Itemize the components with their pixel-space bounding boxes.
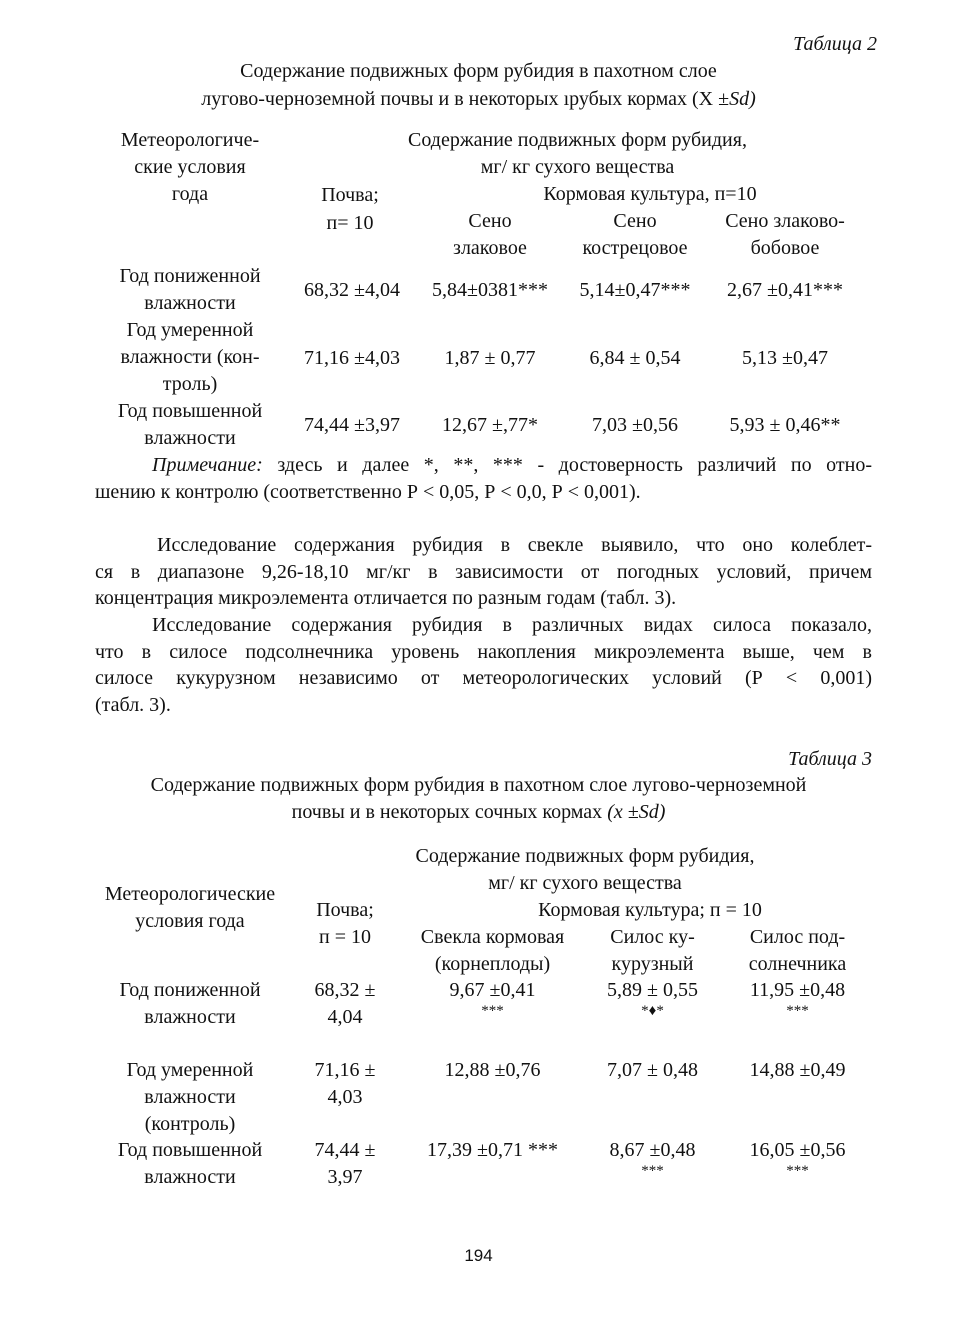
table3-crop-group-header: Кормовая культура; п = 10 <box>538 899 762 921</box>
table2-col-conditions-header: Метеорологиче- ские условия года <box>120 129 260 205</box>
table2-row2-hay1: 1,87 ± 0,77 <box>444 347 536 369</box>
table2-row1-hay1: 5,84±0381*** <box>432 279 548 301</box>
table2-note: Примечание: здесь и далее *, **, *** - достоверность различий по отно- шению к контролю (соответственно Р < 0,05, Р < 0,0, Р < 0,001). <box>95 454 872 503</box>
table3-col-conditions-header: Метеорологические условия года <box>104 883 276 932</box>
table3-row1-condition: Год пониженной влажности <box>119 979 261 1028</box>
table3-row1-soil: 68,32 ± 4,04 <box>314 979 376 1028</box>
table3-row2-sunflower-silage: 14,88 ±0,49 <box>749 1059 846 1081</box>
table2-row3-soil: 74,44 ±3,97 <box>304 414 400 436</box>
table3-title-line1: Содержание подвижных форм рубидия в пахотном слое лугово-черноземной <box>150 774 807 796</box>
table2-title-line2: лугово-черноземной почвы и в некоторых ıрубых кормах (X ±Sd) <box>201 88 756 110</box>
note-label: Примечание: <box>152 454 263 476</box>
table2-crop-group-header: Кормовая культура, п=10 <box>543 183 757 205</box>
page-number: 194 <box>464 1246 493 1265</box>
table3-label: Таблица 3 <box>788 748 872 770</box>
table3-corn-silage-header: Силос ку- курузный <box>610 926 695 975</box>
table3-row3-sunflower-silage: 16,05 ±0,56 *** <box>749 1139 846 1179</box>
paragraph-2: Исследование содержания рубидия в различных видах силоса показало, что в силосе подсолнечника уровень накопления микроэлемента выше, чем в силосе кукурузном независимо от метеорологических условий (Р < 0,001) (табл. 3). <box>95 614 872 716</box>
table2-row3-hay1: 12,67 ±,77* <box>442 414 538 436</box>
table2-row2-hay2: 6,84 ± 0,54 <box>589 347 681 369</box>
table3-row1-sunflower-silage: 11,95 ±0,48 *** <box>749 979 846 1019</box>
table3-sunflower-silage-header: Силос под- солнечника <box>748 926 847 975</box>
table2-title-line1: Содержание подвижных форм рубидия в пахотном слое <box>240 60 717 82</box>
table2-row1-soil: 68,32 ±4,04 <box>304 279 400 301</box>
table2-row2-condition: Год умеренной влажности (кон- троль) <box>120 319 260 395</box>
table2-hay2-header: Сено кострецовое <box>582 210 688 259</box>
table3-group-header-line2: мг/ кг сухого вещества <box>488 872 682 894</box>
table2-group-header-line1: Содержание подвижных форм рубидия, <box>408 129 747 151</box>
table2-row3-hay2: 7,03 ±0,56 <box>592 414 678 436</box>
paragraph-1: Исследование содержания рубидия в свекле выявило, что оно колеблет- ся в диапазоне 9,26-18,10 мг/кг в зависимости от погодных условий, причем концентрация микроэлемента отличается по разным годам (табл. 3). <box>95 534 872 609</box>
table2-row1-hay3: 2,67 ±0,41*** <box>727 279 843 301</box>
table3-soil-header: Почва; п = 10 <box>316 899 374 948</box>
table2-row2-soil: 71,16 ±4,03 <box>304 347 400 369</box>
table2-row1-condition: Год пониженной влажности <box>119 265 261 314</box>
table2-hay3-header: Сено злаково- бобовое <box>725 210 845 259</box>
table2-label: Таблица 2 <box>793 33 877 55</box>
table2-soil-header: Почва; п= 10 <box>321 184 379 234</box>
table2-group-header-line2: мг/ кг сухого вещества <box>480 156 675 178</box>
table3-row2-condition: Год умеренной влажности (контроль) <box>126 1059 254 1135</box>
table3-row3-beet: 17,39 ±0,71 *** <box>427 1139 558 1161</box>
table3-row2-corn-silage: 7,07 ± 0,48 <box>607 1059 698 1081</box>
table2-row3-condition: Год повышенной влажности <box>117 400 263 449</box>
table3-row3-condition: Год повышенной влажности <box>117 1139 263 1188</box>
table3-beet-header: Свекла кормовая (корнеплоды) <box>420 926 565 975</box>
table3-row1-beet: 9,67 ±0,41 *** <box>449 979 536 1019</box>
table3-row3-soil: 74,44 ± 3,97 <box>314 1139 376 1188</box>
table3-row2-soil: 71,16 ± 4,03 <box>314 1059 376 1108</box>
table2-row3-hay3: 5,93 ± 0,46** <box>729 414 841 436</box>
table3-row1-corn-silage: 5,89 ± 0,55 *♦* <box>607 979 698 1019</box>
table3-row2-beet: 12,88 ±0,76 <box>444 1059 541 1081</box>
table3-row3-corn-silage: 8,67 ±0,48 *** <box>609 1139 696 1179</box>
table3-title-line2: почвы и в некоторых сочных кормах (x ±Sd) <box>291 801 666 823</box>
table2-hay1-header: Сено злаковое <box>453 210 527 259</box>
table2-row1-hay2: 5,14±0,47*** <box>579 279 691 301</box>
table2-row2-hay3: 5,13 ±0,47 <box>742 347 828 369</box>
table3-group-header-line1: Содержание подвижных форм рубидия, <box>415 845 755 867</box>
